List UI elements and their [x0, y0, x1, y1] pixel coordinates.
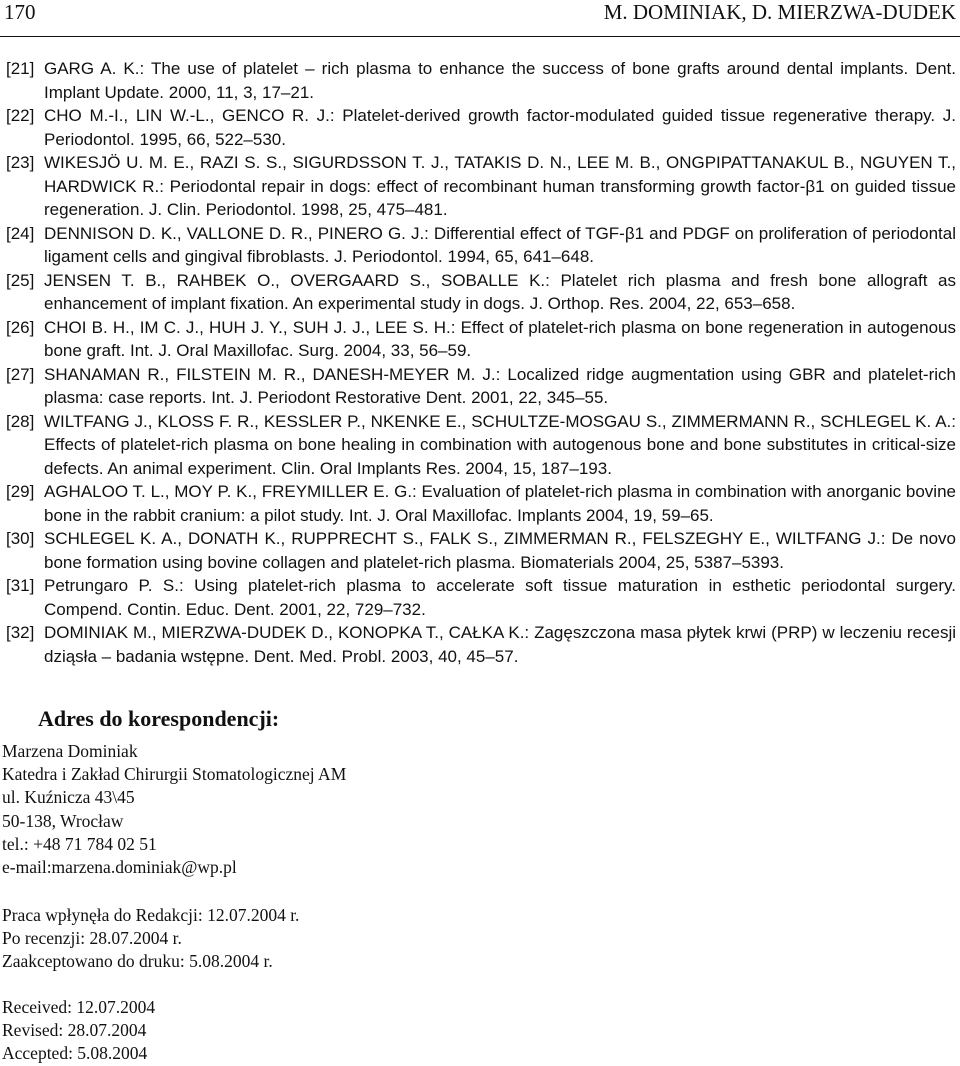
reference-number: [22]	[6, 106, 35, 125]
reference-item	[6, 104, 956, 151]
reference-number: [27]	[6, 364, 35, 384]
reference-item	[6, 480, 956, 527]
reference-text: WIKESJÖ U. M. E., RAZI S. S., SIGURDSSON T. J., TATAKIS D. N., LEE M. B., ONGPIPATTANAKUL B., NGUYEN T., HARDWICK R.: Periodontal repair in dogs: effect of recombinant human transforming growth factor-β1 on guided tissue regeneration. J. Clin. Periodontol. 1998, 25, 475–481.	[44, 153, 956, 219]
reference-number: [24]	[6, 223, 35, 243]
reference-text: JENSEN T. B., RAHBEK O., OVERGAARD S., SOBALLE K.: Platelet rich plasma and fresh bone allograft as enhancement of implant fixation. An experimental study in dogs. J. Orthop. Res. 2004, 22, 653–658.	[44, 270, 956, 313]
address-email: e-mail:marzena.dominiak@wp.pl	[2, 857, 237, 878]
page-number: 170	[4, 0, 36, 24]
submission-dates-pl	[2, 904, 299, 974]
reference-text: SCHLEGEL K. A., DONATH K., RUPPRECHT S., FALK S., ZIMMERMAN R., FELSZEGHY E., WILTFANG J.: De novo bone formation using bovine collagen and platelet-rich plasma. Biomaterials 2004, 25, 5387–5393.	[44, 529, 956, 572]
page-header	[4, 0, 956, 30]
reference-number: [29]	[6, 482, 35, 501]
submission-dates-en	[2, 996, 155, 1066]
reference-text: CHO M.-I., LIN W.-L., GENCO R. J.: Platelet-derived growth factor-modulated guided tissue regenerative therapy. J. Periodontol. 1995, 66, 522–530.	[44, 106, 956, 149]
reference-text: Petrungaro P. S.: Using platelet-rich plasma to accelerate soft tissue maturation in esthetic periodontal surgery. Compend. Contin. Educ. Dent. 2001, 22, 729–732.	[44, 576, 956, 619]
date-revised-en: Revised: 28.07.2004	[2, 1020, 147, 1041]
reference-item	[6, 527, 956, 574]
reference-number: [31]	[6, 576, 35, 595]
reference-text: GARG A. K.: The use of platelet – rich plasma to enhance the success of bone grafts around dental implants. Dent. Implant Update. 2000, 11, 3, 17–21.	[44, 59, 956, 102]
reference-item	[6, 316, 956, 363]
reference-item	[6, 574, 956, 621]
reference-number: [23]	[6, 153, 35, 172]
reference-item	[6, 57, 956, 104]
reference-item	[6, 621, 956, 668]
address-street: ul. Kuźnicza 43\45	[2, 787, 135, 808]
reference-text: DENNISON D. K., VALLONE D. R., PINERO G. J.: Differential effect of TGF-β1 and PDGF on proliferation of periodontal ligament cells and gingival fibroblasts. J. Periodontol. 1994, 65, 641–648.	[44, 223, 956, 266]
date-received-en: Received: 12.07.2004	[2, 997, 156, 1017]
reference-number: [21]	[6, 59, 35, 78]
header-rule	[0, 36, 960, 37]
reference-text: CHOI B. H., IM C. J., HUH J. Y., SUH J. J., LEE S. H.: Effect of platelet-rich plasma on bone regeneration in autogenous bone graft. Int. J. Oral Maxillofac. Surg. 2004, 33, 56–59.	[44, 317, 956, 360]
reference-text: WILTFANG J., KLOSS F. R., KESSLER P., NKENKE E., SCHULTZE-MOSGAU S., ZIMMERMANN R., SCHLEGEL K. A.: Effects of platelet-rich plasma on bone healing in combination with autogenous bone and bone substitutes in critical-size defects. An animal experiment. Clin. Oral Implants Res. 2004, 15, 187–193.	[44, 411, 956, 478]
address-department: Katedra i Zakład Chirurgii Stomatologicznej AM	[2, 764, 347, 785]
reference-text: SHANAMAN R., FILSTEIN M. R., DANESH-MEYER M. J.: Localized ridge augmentation using GBR and platelet-rich plasma: case reports. Int. J. Periodont Restorative Dent. 2001, 22, 345–55.	[44, 364, 956, 407]
reference-item	[6, 269, 956, 316]
reference-item	[6, 363, 956, 410]
reference-number: [25]	[6, 270, 35, 290]
address-phone: tel.: +48 71 784 02 51	[2, 833, 157, 854]
running-title: M. DOMINIAK, D. MIERZWA-DUDEK	[603, 0, 956, 24]
reference-item	[6, 222, 956, 269]
address-name: Marzena Dominiak	[2, 741, 138, 761]
date-revised-pl: Po recenzji: 28.07.2004 r.	[2, 928, 182, 949]
reference-text: AGHALOO T. L., MOY P. K., FREYMILLER E. G.: Evaluation of platelet-rich plasma in combination with anorganic bovine bone in the rabbit cranium: a pilot study. Int. J. Oral Maxillofac. Implants 2004, 19, 59–65.	[44, 482, 956, 525]
reference-number: [26]	[6, 317, 35, 337]
reference-list	[6, 57, 956, 668]
date-accepted-pl: Zaakceptowano do druku: 5.08.2004 r.	[2, 951, 273, 972]
date-received-pl: Praca wpłynęła do Redakcji: 12.07.2004 r.	[2, 905, 300, 925]
correspondence-title: Adres do korespondencji:	[38, 706, 280, 731]
address-city: 50-138, Wrocław	[2, 810, 124, 831]
reference-item	[6, 151, 956, 222]
reference-number: [32]	[6, 623, 35, 642]
reference-number: [30]	[6, 529, 35, 548]
date-accepted-en: Accepted: 5.08.2004	[2, 1043, 148, 1064]
reference-text: DOMINIAK M., MIERZWA-DUDEK D., KONOPKA T., CAŁKA K.: Zagęszczona masa płytek krwi (PRP) w leczeniu recesji dziąsła – badania wstępne. Dent. Med. Probl. 2003, 40, 45–57.	[44, 623, 956, 666]
reference-number: [28]	[6, 411, 35, 431]
reference-item	[6, 410, 956, 481]
correspondence-address	[2, 740, 346, 879]
